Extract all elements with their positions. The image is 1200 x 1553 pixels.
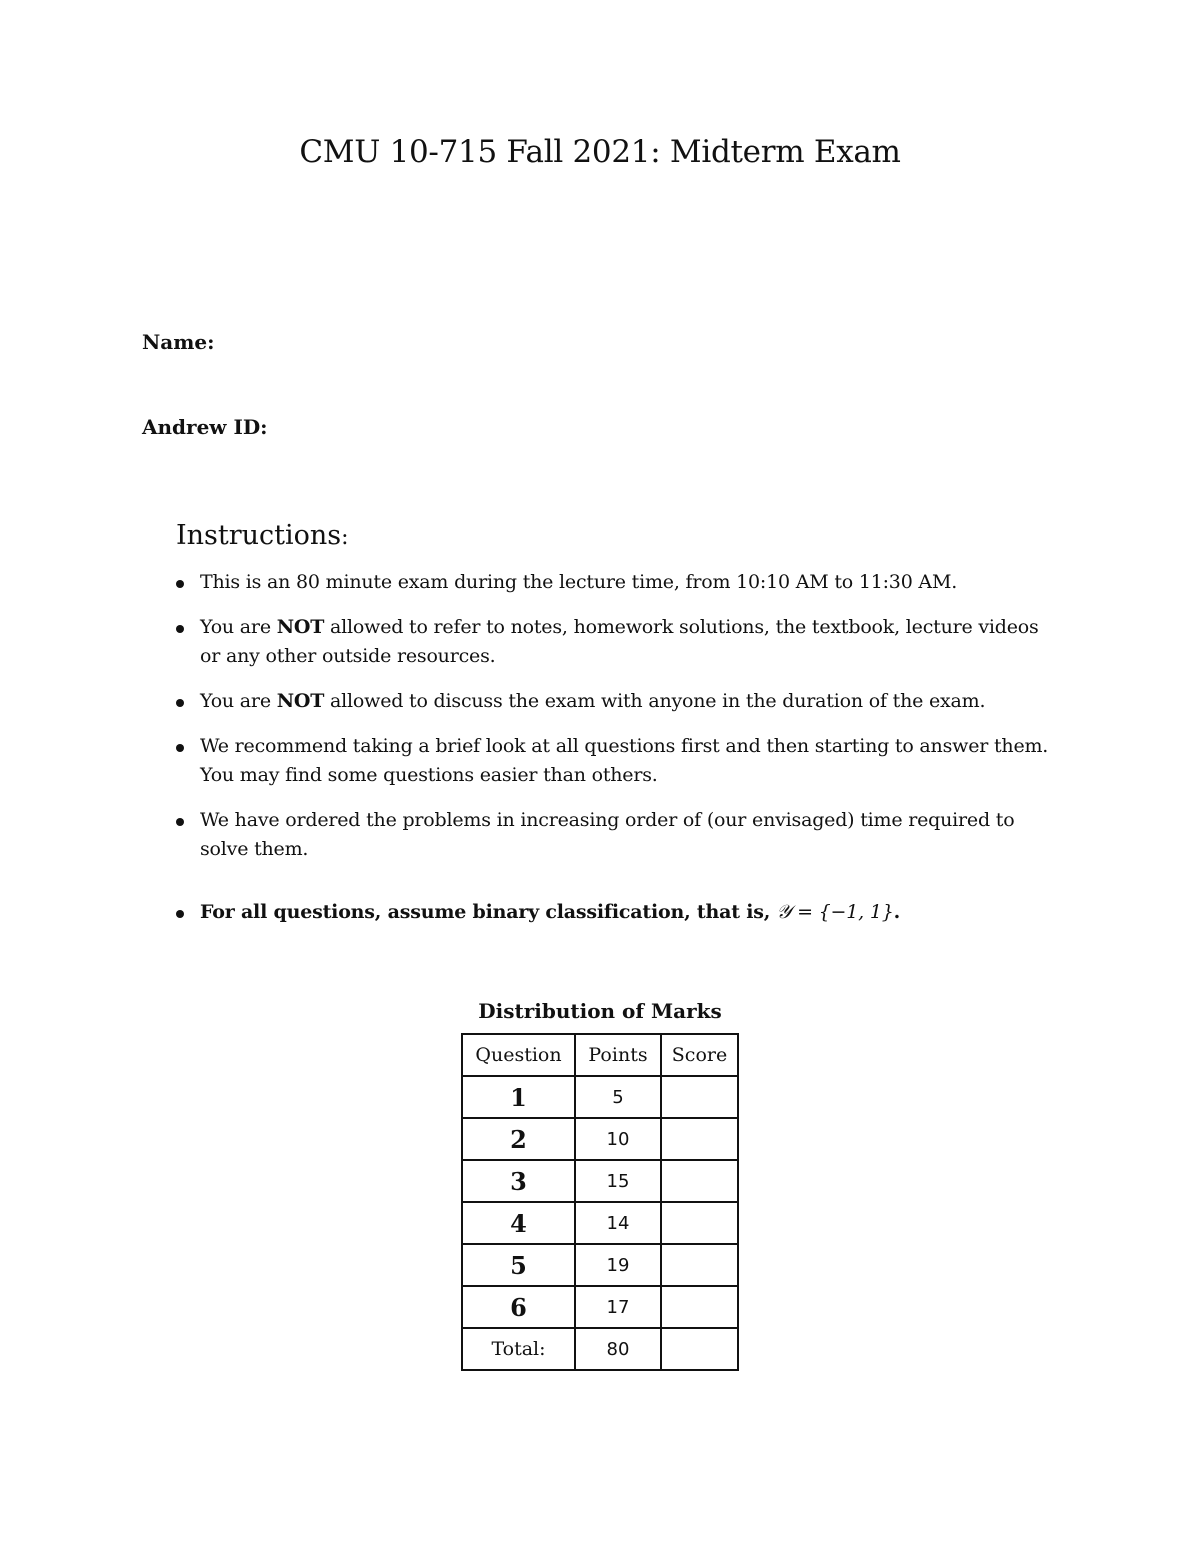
question-points: 10 <box>575 1118 661 1160</box>
question-points: 15 <box>575 1160 661 1202</box>
instruction-item <box>176 732 1061 790</box>
instruction-text: We recommend taking a brief look at all questions first and then starting to answer them. You may find some questions easier than others. <box>200 735 1049 786</box>
table-row <box>462 1160 738 1202</box>
instruction-emphasis: NOT <box>276 690 325 712</box>
instruction-text: This is an 80 minute exam during the lecture time, from 10:10 AM to 11:30 AM. <box>200 571 958 593</box>
score-cell <box>661 1118 738 1160</box>
instruction-text-end: . <box>893 901 901 923</box>
total-label: Total: <box>462 1328 575 1370</box>
instructions-list <box>176 568 1061 943</box>
question-number: 1 <box>462 1076 575 1118</box>
instructions-heading-colon: : <box>341 525 349 550</box>
instruction-item <box>176 568 1061 597</box>
score-cell <box>661 1286 738 1328</box>
instruction-emphasis: NOT <box>276 616 325 638</box>
instruction-item-binary <box>176 898 1061 927</box>
question-number: 4 <box>462 1202 575 1244</box>
score-cell <box>661 1160 738 1202</box>
question-number: 5 <box>462 1244 575 1286</box>
bullet-icon <box>176 818 184 826</box>
instruction-item <box>176 687 1061 716</box>
total-points: 80 <box>575 1328 661 1370</box>
instructions-heading <box>176 520 349 551</box>
instruction-text-pre: You are <box>200 690 277 712</box>
instruction-text-post: allowed to refer to notes, homework solutions, the textbook, lecture videos or any other outside resources. <box>200 616 1039 667</box>
table-row <box>462 1202 738 1244</box>
total-score-cell <box>661 1328 738 1370</box>
question-number: 3 <box>462 1160 575 1202</box>
question-number: 6 <box>462 1286 575 1328</box>
marks-header-row <box>462 1034 738 1076</box>
marks-caption: Distribution of Marks <box>478 999 722 1023</box>
instruction-text-pre: You are <box>200 616 277 638</box>
bullet-icon <box>176 625 184 633</box>
score-cell <box>661 1202 738 1244</box>
marks-table <box>461 1033 739 1371</box>
table-row <box>462 1286 738 1328</box>
instruction-item <box>176 613 1061 671</box>
score-cell <box>661 1076 738 1118</box>
bullet-icon <box>176 699 184 707</box>
table-row <box>462 1118 738 1160</box>
question-points: 14 <box>575 1202 661 1244</box>
question-number: 2 <box>462 1118 575 1160</box>
instruction-text: We have ordered the problems in increasing order of (our envisaged) time required to solve them. <box>200 809 1015 860</box>
bullet-icon <box>176 744 184 752</box>
table-row <box>462 1076 738 1118</box>
instruction-item <box>176 806 1061 864</box>
total-row <box>462 1328 738 1370</box>
label-set-math: 𝒴 = {−1, 1} <box>776 901 894 923</box>
header-score: Score <box>661 1034 738 1076</box>
header-question: Question <box>462 1034 575 1076</box>
bullet-icon <box>176 910 184 918</box>
exam-title: CMU 10-715 Fall 2021: Midterm Exam <box>299 134 901 170</box>
instruction-text-post: allowed to discuss the exam with anyone in the duration of the exam. <box>324 690 986 712</box>
instruction-text: For all questions, assume binary classification, that is, <box>200 901 777 923</box>
andrew-id-label: Andrew ID: <box>142 415 268 439</box>
question-points: 5 <box>575 1076 661 1118</box>
header-points: Points <box>575 1034 661 1076</box>
score-cell <box>661 1244 738 1286</box>
question-points: 19 <box>575 1244 661 1286</box>
bullet-icon <box>176 580 184 588</box>
name-label: Name: <box>142 330 215 354</box>
instructions-heading-text: Instructions <box>176 520 342 551</box>
table-row <box>462 1244 738 1286</box>
question-points: 17 <box>575 1286 661 1328</box>
